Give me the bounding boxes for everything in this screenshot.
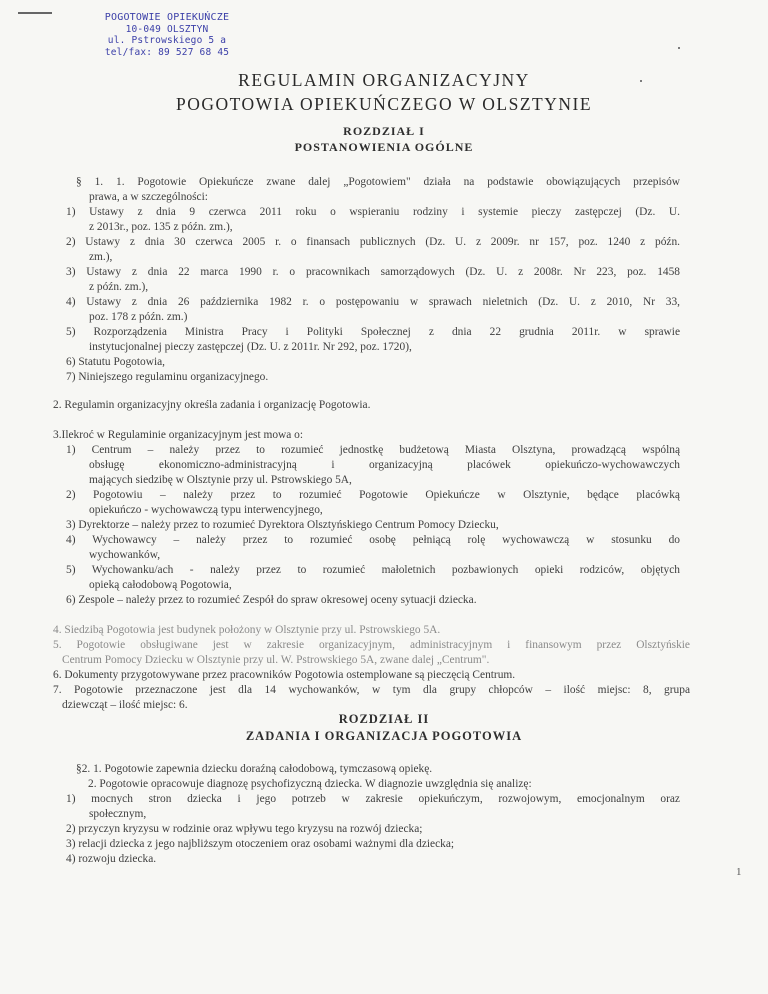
text-line: dziewcząt – ilość miejsc: 6. [62, 699, 188, 711]
chapter-1-title: POSTANOWIENIA OGÓLNE [294, 140, 474, 154]
text-line: 7) Niniejszego regulaminu organizacyjnego. [66, 371, 269, 383]
text-line: 5) Wychowanku/ach - należy przez to rozumieć małoletnich pozbawionych opieki rodziców, objętych [66, 564, 680, 576]
text-line: 4. Siedzibą Pogotowia jest budynek położony w Olsztynie przy ul. Pstrowskiego 5A. [53, 624, 441, 636]
text-line: 5) Rozporządzenia Ministra Pracy i Polityki Społecznej z dnia 22 grudnia 2011r. w sprawie [66, 326, 680, 338]
text-line: wychowanków, [89, 549, 161, 561]
text-line: instytucjonalnej pieczy zastępczej (Dz. U. z 2011r. Nr 292, poz. 1720), [89, 341, 412, 353]
text-line: 2) przyczyn kryzysu w rodzinie oraz wpływu tego kryzysu na rozwój dziecka; [66, 823, 423, 835]
text-line: 3) Dyrektorze – należy przez to rozumieć Dyrektora Olsztyńskiego Centrum Pomocy Dziecku, [66, 519, 499, 531]
page-number: 1 [736, 866, 742, 878]
text-line: Centrum Pomocy Dziecku w Olsztynie przy ul. W. Pstrowskiego 5A, zwane dalej „Centrum". [62, 654, 490, 666]
text-line: 4) Wychowawcy – należy przez to rozumieć osobę pełniącą rolę wychowawczą w stosunku do [66, 534, 680, 546]
chapter-2-title: ZADANIA I ORGANIZACJA POGOTOWIA [245, 729, 523, 743]
text-line: opieką całodobową Pogotowia, [89, 579, 232, 591]
text-line: 1) mocnych stron dziecka i jego potrzeb w zakresie opiekuńczym, rozwojowym, emocjonalnym oraz [66, 793, 680, 805]
text-line: 2. Pogotowie opracowuje diagnozę psychofizyczną dziecka. W diagnozie uwzględnia się analizę: [88, 778, 532, 790]
document-title-line-2: POGOTOWIA OPIEKUŃCZEGO W OLSZTYNIE [175, 94, 593, 114]
text-line: 4) Ustawy z dnia 26 października 1982 r. o postępowaniu w sprawach nieletnich (Dz. U. z 2010, Nr 33, [66, 296, 680, 308]
stamp-line-phone: tel/fax: 89 527 68 45 [104, 46, 230, 58]
text-line: zm.), [89, 251, 113, 263]
chapter-1-number: ROZDZIAŁ I [343, 124, 425, 138]
document-title-line-1: REGULAMIN ORGANIZACYJNY [238, 70, 530, 90]
text-line: obsługę ekonomiczno-administracyjną i organizacyjną placówek opiekuńczo-wychowawczych [89, 459, 680, 471]
text-line: 2) Pogotowiu – należy przez to rozumieć Pogotowie Opiekuńcze w Olsztynie, będące placówką [66, 489, 680, 501]
text-line: mających siedzibę w Olsztynie przy ul. Pstrowskiego 5A, [89, 474, 352, 486]
scan-speck [678, 47, 680, 49]
text-line: z 2013r., poz. 135 z późn. zm.), [89, 221, 233, 233]
institution-stamp [82, 12, 252, 58]
text-line: § 1. 1. Pogotowie Opiekuńcze zwane dalej „Pogotowiem" działa na podstawie obowiązujących przepisów [76, 176, 680, 188]
text-line: 7. Pogotowie przeznaczone jest dla 14 wychowanków, w tym dla grupy chłopców – ilość miejsc: 8, grupa [53, 684, 690, 696]
stamp-line-street: ul. Pstrowskiego 5 a [107, 35, 227, 46]
text-line: 3) relacji dziecka z jego najbliższym otoczeniem oraz osobami ważnymi dla dziecka; [66, 838, 455, 850]
text-line: opiekuńczo - wychowawczą typu interwencyjnego, [89, 504, 323, 516]
text-line: §2. 1. Pogotowie zapewnia dziecku doraźną całodobową, tymczasową opiekę. [76, 763, 433, 775]
text-line: 4) rozwoju dziecka. [66, 853, 157, 865]
text-line: 2. Regulamin organizacyjny określa zadania i organizację Pogotowia. [53, 399, 371, 411]
text-line: 1) Centrum – należy przez to rozumieć jednostkę budżetową Miasta Olsztyna, prowadzącą wspólną [66, 444, 680, 456]
text-line: poz. 178 z późn. zm.) [89, 311, 188, 323]
scan-mark [18, 12, 52, 14]
text-line: 2) Ustawy z dnia 30 czerwca 2005 r. o finansach publicznych (Dz. U. z 2009r. nr 157, poz. 1240 z późn. [66, 236, 680, 248]
text-line: 1) Ustawy z dnia 9 czerwca 2011 roku o wspieraniu rodziny i systemie pieczy zastępczej (Dz. U. [66, 206, 680, 218]
text-line: 6) Zespole – należy przez to rozumieć Zespół do spraw okresowej oceny sytuacji dziecka. [66, 594, 477, 606]
text-line: prawa, a w szczególności: [89, 191, 208, 203]
text-line: 3) Ustawy z dnia 22 marca 1990 r. o pracownikach samorządowych (Dz. U. z 2008r. Nr 223, poz. 1458 [66, 266, 680, 278]
text-line: społecznym, [89, 808, 147, 820]
chapter-2-number: ROZDZIAŁ II [338, 712, 430, 726]
text-line: 6) Statutu Pogotowia, [66, 356, 166, 368]
text-line: 5. Pogotowie obsługiwane jest w zakresie organizacyjnym, administracyjnym i finansowym przez Olsztyńskie [53, 639, 690, 651]
text-line: z późn. zm.), [89, 281, 149, 293]
text-line: 6. Dokumenty przygotowywane przez pracowników Pogotowia ostemplowane są pieczęcią Centrum. [53, 669, 516, 681]
stamp-line-name: POGOTOWIE OPIEKUŃCZE [104, 12, 230, 23]
text-line: 3.Ilekroć w Regulaminie organizacyjnym jest mowa o: [53, 429, 303, 441]
stamp-line-postcode: 10-049 OLSZTYN [125, 23, 209, 35]
